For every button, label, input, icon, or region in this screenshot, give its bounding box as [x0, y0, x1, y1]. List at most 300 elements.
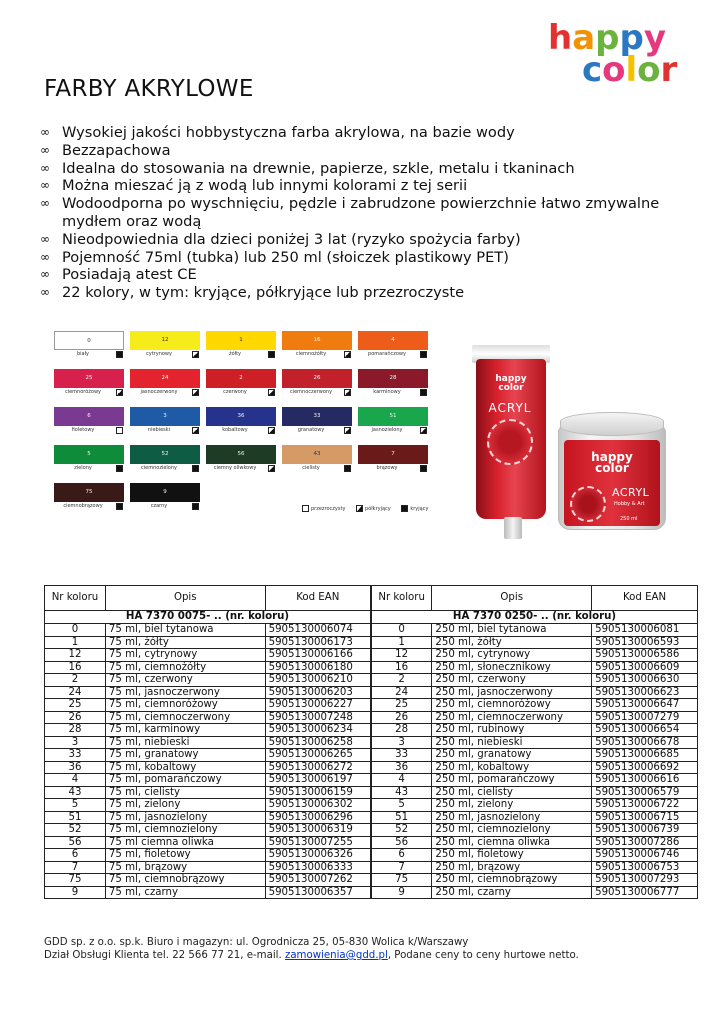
- table-row: [45, 836, 698, 849]
- table-cell: 75 ml, niebieski: [105, 736, 265, 749]
- table-cell: 250 ml, fioletowy: [432, 849, 592, 862]
- swatch-chip: 6: [54, 407, 124, 426]
- table-cell: 5905130006166: [265, 649, 371, 662]
- color-swatch: [54, 483, 124, 511]
- feature-item: ∞ Można mieszać ją z wodą lub innymi kolorami z tej serii: [40, 177, 468, 195]
- table-cell: 33: [45, 749, 106, 762]
- table-cell: 5905130006357: [265, 886, 371, 899]
- swatch-name: żółty: [228, 351, 242, 357]
- table-cell: 75 ml, kobaltowy: [105, 761, 265, 774]
- swatch-chip: 7: [358, 445, 428, 464]
- semi-opaque-icon: [356, 505, 363, 512]
- table-cell: 250 ml, kobaltowy: [432, 761, 592, 774]
- coverage-icon: [192, 427, 199, 434]
- table-cell: 75 ml, karminowy: [105, 724, 265, 737]
- table-cell: 5905130006159: [265, 786, 371, 799]
- table-cell: 250 ml, niebieski: [432, 736, 592, 749]
- swatch-chip: 26: [282, 369, 352, 388]
- table-cell: 33: [371, 749, 432, 762]
- table-row: [45, 824, 698, 837]
- coverage-icon: [420, 351, 427, 358]
- swatch-chip: 75: [54, 483, 124, 502]
- table-cell: 75 ml, ciemnożółty: [105, 661, 265, 674]
- table-cell: 7: [45, 861, 106, 874]
- color-swatch: [54, 445, 124, 473]
- col-header: Kod EAN: [592, 586, 698, 611]
- table-cell: 75 ml, fioletowy: [105, 849, 265, 862]
- color-swatch: [130, 445, 200, 473]
- feature-item: ∞ Pojemność 75ml (tubka) lub 250 ml (słoiczek plastikowy PET): [40, 248, 509, 266]
- jar-rose-decoration: [570, 486, 606, 522]
- table-cell: 26: [45, 711, 106, 724]
- table-cell: 5905130006753: [592, 861, 698, 874]
- swatch-chip: 36: [206, 407, 276, 426]
- swatch-chip: 5: [54, 445, 124, 464]
- coverage-icon: [192, 351, 199, 358]
- color-swatch: [206, 407, 276, 435]
- table-cell: 5905130006685: [592, 749, 698, 762]
- table-cell: 5905130006234: [265, 724, 371, 737]
- swatch-name: cytrynowy: [146, 351, 172, 357]
- color-swatch: [358, 331, 428, 359]
- coverage-icon: [192, 503, 199, 510]
- color-swatch: [54, 369, 124, 397]
- table-cell: 4: [371, 774, 432, 787]
- table-cell: 250 ml, biel tytanowa: [432, 624, 592, 637]
- coverage-icon: [116, 465, 123, 472]
- table-cell: 5905130006609: [592, 661, 698, 674]
- table-cell: 75 ml, ciemnozielony: [105, 824, 265, 837]
- swatch-name: ciemnożółty: [295, 351, 327, 357]
- swatch-chip: 28: [358, 369, 428, 388]
- swatch-chip: 51: [358, 407, 428, 426]
- legend-transparent: przezroczysty: [311, 505, 346, 512]
- table-cell: 75: [45, 874, 106, 887]
- infinity-bullet-icon: ∞: [40, 178, 50, 193]
- table-cell: 75 ml, brązowy: [105, 861, 265, 874]
- color-swatch-grid: [54, 331, 434, 521]
- product-code-table: [44, 585, 698, 899]
- swatch-chip: 52: [130, 445, 200, 464]
- table-cell: 5905130006173: [265, 636, 371, 649]
- swatch-name: fioletowy: [71, 427, 95, 433]
- opaque-icon: [401, 505, 408, 512]
- swatch-name: jasnoczerwony: [140, 389, 178, 395]
- swatch-name: zielony: [74, 465, 92, 471]
- swatch-name: ciemnobrązowy: [63, 503, 103, 509]
- coverage-icon: [344, 389, 351, 396]
- jar-lid: [560, 412, 664, 436]
- table-cell: 9: [371, 886, 432, 899]
- col-header: Opis: [432, 586, 592, 611]
- table-row: [45, 661, 698, 674]
- transparent-icon: [302, 505, 309, 512]
- table-cell: 250 ml, ciemnozielony: [432, 824, 592, 837]
- table-cell: 250 ml, brązowy: [432, 861, 592, 874]
- table-cell: 0: [371, 624, 432, 637]
- color-swatch: [206, 369, 276, 397]
- table-cell: 75 ml, pomarańczowy: [105, 774, 265, 787]
- color-swatch: [130, 369, 200, 397]
- swatch-chip: 12: [130, 331, 200, 350]
- logo-word-happy: happy: [548, 18, 667, 58]
- swatch-chip: 1: [206, 331, 276, 350]
- table-cell: 43: [45, 786, 106, 799]
- table-cell: 51: [371, 811, 432, 824]
- group-75ml: HA 7370 0075- .. (nr. koloru): [45, 611, 371, 624]
- table-cell: 5905130006616: [592, 774, 698, 787]
- coverage-icon: [192, 389, 199, 396]
- table-cell: 250 ml, czerwony: [432, 674, 592, 687]
- table-cell: 250 ml, zielony: [432, 799, 592, 812]
- table-cell: 5905130007293: [592, 874, 698, 887]
- swatch-name: karminowy: [373, 389, 401, 395]
- table-cell: 5905130006227: [265, 699, 371, 712]
- swatch-name: pomarańczowy: [368, 351, 406, 357]
- paint-tube-image: [470, 345, 550, 545]
- table-cell: 3: [371, 736, 432, 749]
- table-cell: 56: [45, 836, 106, 849]
- table-cell: 250 ml, żółty: [432, 636, 592, 649]
- table-cell: 75 ml, jasnozielony: [105, 811, 265, 824]
- table-cell: 6: [45, 849, 106, 862]
- col-header: Kod EAN: [265, 586, 371, 611]
- coverage-icon: [344, 465, 351, 472]
- table-row: [45, 799, 698, 812]
- color-swatch: [282, 369, 352, 397]
- table-cell: 5905130006210: [265, 674, 371, 687]
- feature-item: ∞ Posiadają atest CE: [40, 266, 197, 284]
- coverage-icon: [268, 389, 275, 396]
- table-row: [45, 849, 698, 862]
- table-row: [45, 686, 698, 699]
- table-cell: 51: [45, 811, 106, 824]
- table-cell: 250 ml, jasnozielony: [432, 811, 592, 824]
- table-cell: 5905130007286: [592, 836, 698, 849]
- table-row: [45, 711, 698, 724]
- coverage-icon: [268, 427, 275, 434]
- table-cell: 56: [371, 836, 432, 849]
- color-swatch: [206, 445, 276, 473]
- color-swatch: [54, 331, 124, 359]
- swatch-chip: 43: [282, 445, 352, 464]
- jar-subtitle: Hobby & Art: [614, 501, 645, 507]
- table-row: [45, 636, 698, 649]
- table-row: [45, 699, 698, 712]
- coverage-icon: [344, 427, 351, 434]
- jar-product-name: ACRYL: [612, 486, 650, 499]
- paint-jar-image: [556, 412, 668, 532]
- feature-list: [40, 124, 680, 302]
- coverage-icon: [116, 427, 123, 434]
- table-cell: 5905130006272: [265, 761, 371, 774]
- table-cell: 28: [45, 724, 106, 737]
- table-cell: 12: [371, 649, 432, 662]
- happy-color-logo: [546, 18, 696, 90]
- swatch-name: ciemnoróżowy: [64, 389, 102, 395]
- color-swatch: [130, 331, 200, 359]
- swatch-name: brązowy: [376, 465, 398, 471]
- table-cell: 75 ml, żółty: [105, 636, 265, 649]
- table-row: [45, 624, 698, 637]
- table-header-row: [45, 586, 698, 611]
- table-cell: 5905130006678: [592, 736, 698, 749]
- table-cell: 16: [45, 661, 106, 674]
- table-cell: 5905130006630: [592, 674, 698, 687]
- table-cell: 5905130007262: [265, 874, 371, 887]
- table-cell: 1: [371, 636, 432, 649]
- color-swatch: [358, 445, 428, 473]
- swatch-name: kobaltowy: [222, 427, 248, 433]
- table-cell: 5905130006623: [592, 686, 698, 699]
- coverage-icon: [268, 465, 275, 472]
- color-swatch: [282, 445, 352, 473]
- table-cell: 250 ml, ciemnoczerwony: [432, 711, 592, 724]
- color-swatch: [358, 407, 428, 435]
- table-cell: 1: [45, 636, 106, 649]
- table-cell: 5905130006333: [265, 861, 371, 874]
- swatch-name: ciemnoczerwony: [289, 389, 333, 395]
- color-swatch: [282, 407, 352, 435]
- swatch-name: cielisty: [302, 465, 320, 471]
- swatch-name: jasnozielony: [371, 427, 403, 433]
- table-cell: 5: [371, 799, 432, 812]
- swatch-name: ciemnozielony: [141, 465, 177, 471]
- table-cell: 9: [45, 886, 106, 899]
- coverage-icon: [116, 351, 123, 358]
- page-title: FARBY AKRYLOWE: [44, 76, 254, 102]
- legend-opaque: kryjący: [410, 505, 429, 512]
- logo-word-color: color: [582, 50, 678, 90]
- table-cell: 5905130006197: [265, 774, 371, 787]
- swatch-chip: 9: [130, 483, 200, 502]
- table-row: [45, 811, 698, 824]
- table-cell: 5905130006739: [592, 824, 698, 837]
- table-cell: 2: [371, 674, 432, 687]
- color-swatch: [282, 331, 352, 359]
- feature-item: ∞ Nieodpowiednia dla dzieci poniżej 3 lat (ryzyko spożycia farby): [40, 230, 521, 248]
- table-cell: 5905130006180: [265, 661, 371, 674]
- color-swatch: [358, 369, 428, 397]
- table-cell: 250 ml, cytrynowy: [432, 649, 592, 662]
- infinity-bullet-icon: ∞: [40, 267, 50, 282]
- table-cell: 12: [45, 649, 106, 662]
- table-cell: 5905130006203: [265, 686, 371, 699]
- table-cell: 52: [45, 824, 106, 837]
- table-cell: 250 ml, ciemna oliwka: [432, 836, 592, 849]
- swatch-chip: 25: [54, 369, 124, 388]
- table-cell: 5905130006326: [265, 849, 371, 862]
- table-cell: 5905130006586: [592, 649, 698, 662]
- col-header: Nr koloru: [45, 586, 106, 611]
- footer: [44, 936, 579, 962]
- table-cell: 25: [371, 699, 432, 712]
- table-cell: 4: [45, 774, 106, 787]
- table-cell: 24: [371, 686, 432, 699]
- footer-address: GDD sp. z o.o. sp.k. Biuro i magazyn: ul. Ogrodnicza 25, 05-830 Wolica k/Warszawy: [44, 937, 469, 948]
- table-cell: 5905130007279: [592, 711, 698, 724]
- table-cell: 75 ml, biel tytanowa: [105, 624, 265, 637]
- table-cell: 75 ml, ciemnobrązowy: [105, 874, 265, 887]
- table-cell: 2: [45, 674, 106, 687]
- table-cell: 5905130006081: [592, 624, 698, 637]
- table-row: [45, 761, 698, 774]
- table-cell: 5905130006746: [592, 849, 698, 862]
- coverage-legend: [302, 505, 437, 514]
- swatch-name: czarny: [150, 503, 168, 509]
- table-cell: 75 ml, cielisty: [105, 786, 265, 799]
- table-cell: 75: [371, 874, 432, 887]
- color-swatch: [54, 407, 124, 435]
- table-cell: 24: [45, 686, 106, 699]
- swatch-chip: 24: [130, 369, 200, 388]
- infinity-bullet-icon: ∞: [40, 196, 50, 211]
- swatch-name: ciemny oliwkowy: [213, 465, 257, 471]
- infinity-bullet-icon: ∞: [40, 231, 50, 246]
- coverage-icon: [192, 465, 199, 472]
- table-cell: 5905130006265: [265, 749, 371, 762]
- table-cell: 75 ml, czarny: [105, 886, 265, 899]
- table-row: [45, 786, 698, 799]
- feature-item: ∞ Wysokiej jakości hobbystyczna farba akrylowa, na bazie wody: [40, 124, 515, 141]
- feature-item: ∞ Wodoodporna po wyschnięciu, pędzle i zabrudzone powierzchnie łatwo zmywalne mydłem oraz wodą: [40, 195, 660, 230]
- tube-product-name: ACRYL: [488, 401, 532, 415]
- table-cell: 5905130006074: [265, 624, 371, 637]
- feature-item: ∞ Idealna do stosowania na drewnie, papierze, szkle, metalu i tkaninach: [40, 159, 575, 177]
- table-cell: 5905130006319: [265, 824, 371, 837]
- table-row: [45, 724, 698, 737]
- table-cell: 28: [371, 724, 432, 737]
- coverage-icon: [268, 351, 275, 358]
- col-header: Opis: [105, 586, 265, 611]
- table-cell: 250 ml, rubinowy: [432, 724, 592, 737]
- table-row: [45, 774, 698, 787]
- footer-contact: Dział Obsługi Klienta tel. 22 566 77 21, e-mail. zamowienia@gdd.pl, Podane ceny to ceny hurtowe netto.: [44, 950, 579, 961]
- tube-rose-decoration: [487, 419, 533, 465]
- table-cell: 36: [371, 761, 432, 774]
- coverage-icon: [420, 465, 427, 472]
- table-cell: 250 ml, ciemnoróżowy: [432, 699, 592, 712]
- table-cell: 52: [371, 824, 432, 837]
- table-cell: 75 ml, czerwony: [105, 674, 265, 687]
- swatch-chip: 4: [358, 331, 428, 350]
- table-cell: 5905130006654: [592, 724, 698, 737]
- table-cell: 75 ml ciemna oliwka: [105, 836, 265, 849]
- table-cell: 75 ml, cytrynowy: [105, 649, 265, 662]
- table-cell: 3: [45, 736, 106, 749]
- table-cell: 5905130007255: [265, 836, 371, 849]
- color-swatch: [130, 483, 200, 511]
- group-250ml: HA 7370 0250- .. (nr. koloru): [371, 611, 698, 624]
- tube-brand: happy color: [495, 374, 527, 393]
- table-cell: 250 ml, słonecznikowy: [432, 661, 592, 674]
- infinity-bullet-icon: ∞: [40, 285, 50, 300]
- table-cell: 5905130006722: [592, 799, 698, 812]
- table-cell: 16: [371, 661, 432, 674]
- table-cell: 250 ml, pomarańczowy: [432, 774, 592, 787]
- color-swatch: [206, 331, 276, 359]
- color-swatch: [130, 407, 200, 435]
- email-link[interactable]: zamowienia@gdd.pl: [284, 950, 388, 961]
- table-cell: 250 ml, cielisty: [432, 786, 592, 799]
- swatch-chip: 3: [130, 407, 200, 426]
- table-cell: 5905130006296: [265, 811, 371, 824]
- table-cell: 25: [45, 699, 106, 712]
- swatch-chip: 56: [206, 445, 276, 464]
- table-cell: 5905130006715: [592, 811, 698, 824]
- feature-item: ∞ 22 kolory, w tym: kryjące, półkryjące lub przezroczyste: [40, 284, 465, 302]
- table-cell: 7: [371, 861, 432, 874]
- col-header: Nr koloru: [371, 586, 432, 611]
- table-cell: 5: [45, 799, 106, 812]
- coverage-icon: [116, 503, 123, 510]
- table-cell: 75 ml, ciemnoczerwony: [105, 711, 265, 724]
- jar-brand: happy color: [591, 450, 633, 475]
- table-cell: 5905130006647: [592, 699, 698, 712]
- table-cell: 250 ml, granatowy: [432, 749, 592, 762]
- table-cell: 0: [45, 624, 106, 637]
- swatch-name: biały: [76, 351, 89, 357]
- coverage-icon: [420, 389, 427, 396]
- swatch-name: niebieski: [147, 427, 171, 433]
- infinity-bullet-icon: ∞: [40, 249, 50, 264]
- swatch-name: czerwony: [223, 389, 247, 395]
- table-row: [45, 874, 698, 887]
- table-row: [45, 674, 698, 687]
- table-cell: 5905130006777: [592, 886, 698, 899]
- swatch-chip: 0: [54, 331, 124, 350]
- table-cell: 5905130006579: [592, 786, 698, 799]
- coverage-icon: [344, 351, 351, 358]
- jar-volume: 250 ml: [620, 516, 638, 522]
- table-cell: 43: [371, 786, 432, 799]
- table-cell: 250 ml, ciemnobrązowy: [432, 874, 592, 887]
- coverage-icon: [420, 427, 427, 434]
- swatch-chip: 2: [206, 369, 276, 388]
- table-row: [45, 749, 698, 762]
- table-cell: 75 ml, granatowy: [105, 749, 265, 762]
- table-cell: 5905130006692: [592, 761, 698, 774]
- table-cell: 5905130006302: [265, 799, 371, 812]
- table-cell: 36: [45, 761, 106, 774]
- table-cell: 250 ml, czarny: [432, 886, 592, 899]
- tube-nozzle: [504, 517, 522, 539]
- table-cell: 5905130007248: [265, 711, 371, 724]
- infinity-bullet-icon: ∞: [40, 160, 50, 175]
- swatch-chip: 16: [282, 331, 352, 350]
- table-row: [45, 886, 698, 899]
- table-cell: 75 ml, ciemnoróżowy: [105, 699, 265, 712]
- table-cell: 75 ml, zielony: [105, 799, 265, 812]
- swatch-name: granatowy: [297, 427, 325, 433]
- table-row: [45, 736, 698, 749]
- feature-item: ∞ Bezzapachowa: [40, 141, 171, 159]
- table-row: [45, 649, 698, 662]
- table-cell: 5905130006258: [265, 736, 371, 749]
- table-cell: 6: [371, 849, 432, 862]
- table-cell: 26: [371, 711, 432, 724]
- infinity-bullet-icon: ∞: [40, 142, 50, 157]
- table-row: [45, 861, 698, 874]
- table-cell: 75 ml, jasnoczerwony: [105, 686, 265, 699]
- table-group-row: [45, 611, 698, 624]
- legend-semi: półkryjący: [365, 505, 391, 512]
- table-cell: 250 ml, jasnoczerwony: [432, 686, 592, 699]
- swatch-chip: 33: [282, 407, 352, 426]
- coverage-icon: [116, 389, 123, 396]
- infinity-bullet-icon: ∞: [40, 125, 50, 139]
- table-cell: 5905130006593: [592, 636, 698, 649]
